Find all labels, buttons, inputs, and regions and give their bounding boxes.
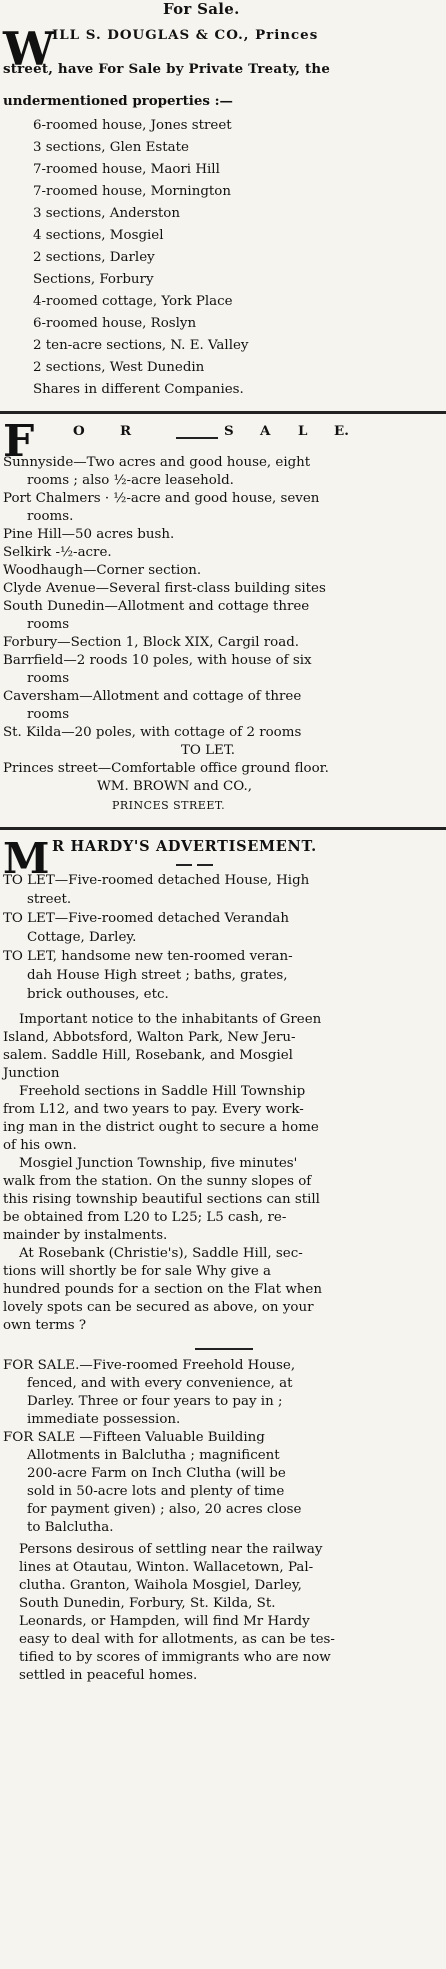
ad-line: tions will shortly be for sale Why give a — [3, 1264, 272, 1279]
list-item: 7-roomed house, Mornington — [33, 184, 231, 199]
address: PRINCES STREET. — [112, 799, 226, 812]
ad-line: sold in 50-acre lots and plenty of time — [27, 1484, 285, 1499]
list-item: 3 sections, Anderston — [33, 206, 180, 221]
ad-line: Allotments in Balclutha ; magnificent — [27, 1448, 280, 1463]
header-letter: E. — [334, 423, 349, 439]
list-item: Sections, Forbury — [33, 272, 154, 287]
ad-line: walk from the station. On the sunny slopes of — [3, 1174, 312, 1189]
ad-line: Pine Hill—50 acres bush. — [3, 527, 175, 542]
drop-cap: M — [3, 834, 50, 883]
ad-line: TO LET, handsome new ten-roomed veran- — [3, 949, 293, 964]
ad-line: of his own. — [3, 1138, 77, 1153]
ad-line: Cottage, Darley. — [27, 930, 137, 945]
ad-line: 200-acre Farm on Inch Clutha (will be — [27, 1466, 286, 1481]
ad-line: fenced, and with every convenience, at — [27, 1376, 293, 1391]
header-letter: A — [260, 423, 271, 439]
ad-line: tified to by scores of immigrants who are now — [19, 1650, 331, 1665]
ad-line: easy to deal with for allotments, as can be tes- — [19, 1632, 335, 1647]
ad-line: South Dunedin—Allotment and cottage three — [3, 599, 310, 614]
list-item: 6-roomed house, Roslyn — [33, 316, 197, 331]
list-item: 4-roomed cottage, York Place — [33, 294, 233, 309]
ad-line: FOR SALE —Fifteen Valuable Building — [3, 1430, 265, 1445]
ad-line: Princes street—Comfortable office ground floor. — [3, 761, 329, 776]
ad-line: lines at Otautau, Winton. Wallacetown, Pal- — [19, 1560, 314, 1575]
list-item: Shares in different Companies. — [33, 382, 244, 397]
list-item: 2 sections, Darley — [33, 250, 155, 265]
ad-line: street. — [27, 892, 72, 907]
ad-line: Important notice to the inhabitants of Green — [19, 1012, 322, 1027]
list-item: 3 sections, Glen Estate — [33, 140, 189, 155]
ad-line: be obtained from L20 to L25; L5 cash, re- — [3, 1210, 287, 1225]
ad-line: mainder by instalments. — [3, 1228, 168, 1243]
ad-line: Woodhaugh—Corner section. — [3, 563, 202, 578]
ad-line: hundred pounds for a section on the Flat when — [3, 1282, 322, 1297]
ad-line: from L12, and two years to pay. Every work- — [3, 1102, 304, 1117]
ad-line: TO LET—Five-roomed detached House, High — [3, 873, 310, 888]
list-item: 7-roomed house, Maori Hill — [33, 162, 220, 177]
ad-line: Island, Abbotsford, Walton Park, New Jeru- — [3, 1030, 296, 1045]
header-letter: O — [73, 423, 85, 439]
ad-line: rooms — [27, 671, 70, 686]
header-letter: L — [298, 423, 308, 439]
ad-line: Junction — [3, 1066, 60, 1081]
ad-line: Darley. Three or four years to pay in ; — [27, 1394, 283, 1409]
ad-line: street, have For Sale by Private Treaty, the — [3, 61, 331, 77]
ad-header: R HARDY'S ADVERTISEMENT. — [52, 838, 317, 855]
ad-line: Port Chalmers · ½-acre and good house, seven — [3, 491, 320, 506]
ad-line: dah House High street ; baths, grates, — [27, 968, 288, 983]
ad-line: salem. Saddle Hill, Rosebank, and Mosgiel — [3, 1048, 293, 1063]
ad-line: brick outhouses, etc. — [27, 987, 169, 1002]
ad-line: Selkirk -½-acre. — [3, 545, 112, 560]
ad-line: Freehold sections in Saddle Hill Township — [19, 1084, 306, 1099]
ad-line: Persons desirous of settling near the railway — [19, 1542, 323, 1557]
header-letter: R — [120, 423, 132, 439]
divider — [0, 827, 446, 830]
ad-line: rooms. — [27, 509, 74, 524]
ad-line: Sunnyside—Two acres and good house, eight — [3, 455, 311, 470]
ad-line: Barrfield—2 roods 10 poles, with house of six — [3, 653, 312, 668]
to-let-heading: TO LET. — [181, 743, 236, 758]
ad-line: for payment given) ; also, 20 acres close — [27, 1502, 302, 1517]
list-item: 4 sections, Mosgiel — [33, 228, 164, 243]
ad-line: FOR SALE.—Five-roomed Freehold House, — [3, 1358, 296, 1373]
ad-line: this rising township beautiful sections can still — [3, 1192, 320, 1207]
ad-line: own terms ? — [3, 1318, 87, 1333]
ad-line: Leonards, or Hampden, will find Mr Hardy — [19, 1614, 310, 1629]
ad-line: South Dunedin, Forbury, St. Kilda, St. — [19, 1596, 276, 1611]
ad-line: rooms ; also ½-acre leasehold. — [27, 473, 234, 488]
ad-line: Mosgiel Junction Township, five minutes' — [19, 1156, 298, 1171]
header-letter: S — [224, 423, 234, 439]
list-item: 6-roomed house, Jones street — [33, 118, 232, 133]
ad-line: Clyde Avenue—Several first-class building sites — [3, 581, 326, 596]
page-heading: For Sale. — [163, 0, 240, 18]
ad-line: Forbury—Section 1, Block XIX, Cargil road. — [3, 635, 300, 650]
ad-header: ILL S. DOUGLAS & CO., Princes — [52, 27, 319, 43]
ad-line: rooms — [27, 707, 70, 722]
list-item: 2 ten-acre sections, N. E. Valley — [33, 338, 249, 353]
ad-line: rooms — [27, 617, 70, 632]
signature: WM. BROWN and CO., — [97, 779, 253, 794]
ad-line: St. Kilda—20 poles, with cottage of 2 rooms — [3, 725, 302, 740]
short-rule — [176, 864, 192, 866]
short-rule — [197, 864, 213, 866]
drop-cap: W — [3, 22, 55, 76]
ad-line: immediate possession. — [27, 1412, 181, 1427]
ad-line: ing man in the district ought to secure a home — [3, 1120, 319, 1135]
short-rule — [195, 1348, 253, 1350]
divider — [0, 411, 446, 414]
header-dash — [176, 437, 218, 439]
list-item: 2 sections, West Dunedin — [33, 360, 205, 375]
ad-line: TO LET—Five-roomed detached Verandah — [3, 911, 290, 926]
ad-line: to Balclutha. — [27, 1520, 114, 1535]
ad-line: undermentioned properties :— — [3, 93, 233, 109]
ad-line: At Rosebank (Christie's), Saddle Hill, sec- — [19, 1246, 303, 1261]
ad-line: lovely spots can be secured as above, on your — [3, 1300, 314, 1315]
ad-line: clutha. Granton, Waihola Mosgiel, Darley, — [19, 1578, 302, 1593]
ad-line: Caversham—Allotment and cottage of three — [3, 689, 302, 704]
drop-cap: F — [3, 416, 35, 467]
ad-line: settled in peaceful homes. — [19, 1668, 198, 1683]
